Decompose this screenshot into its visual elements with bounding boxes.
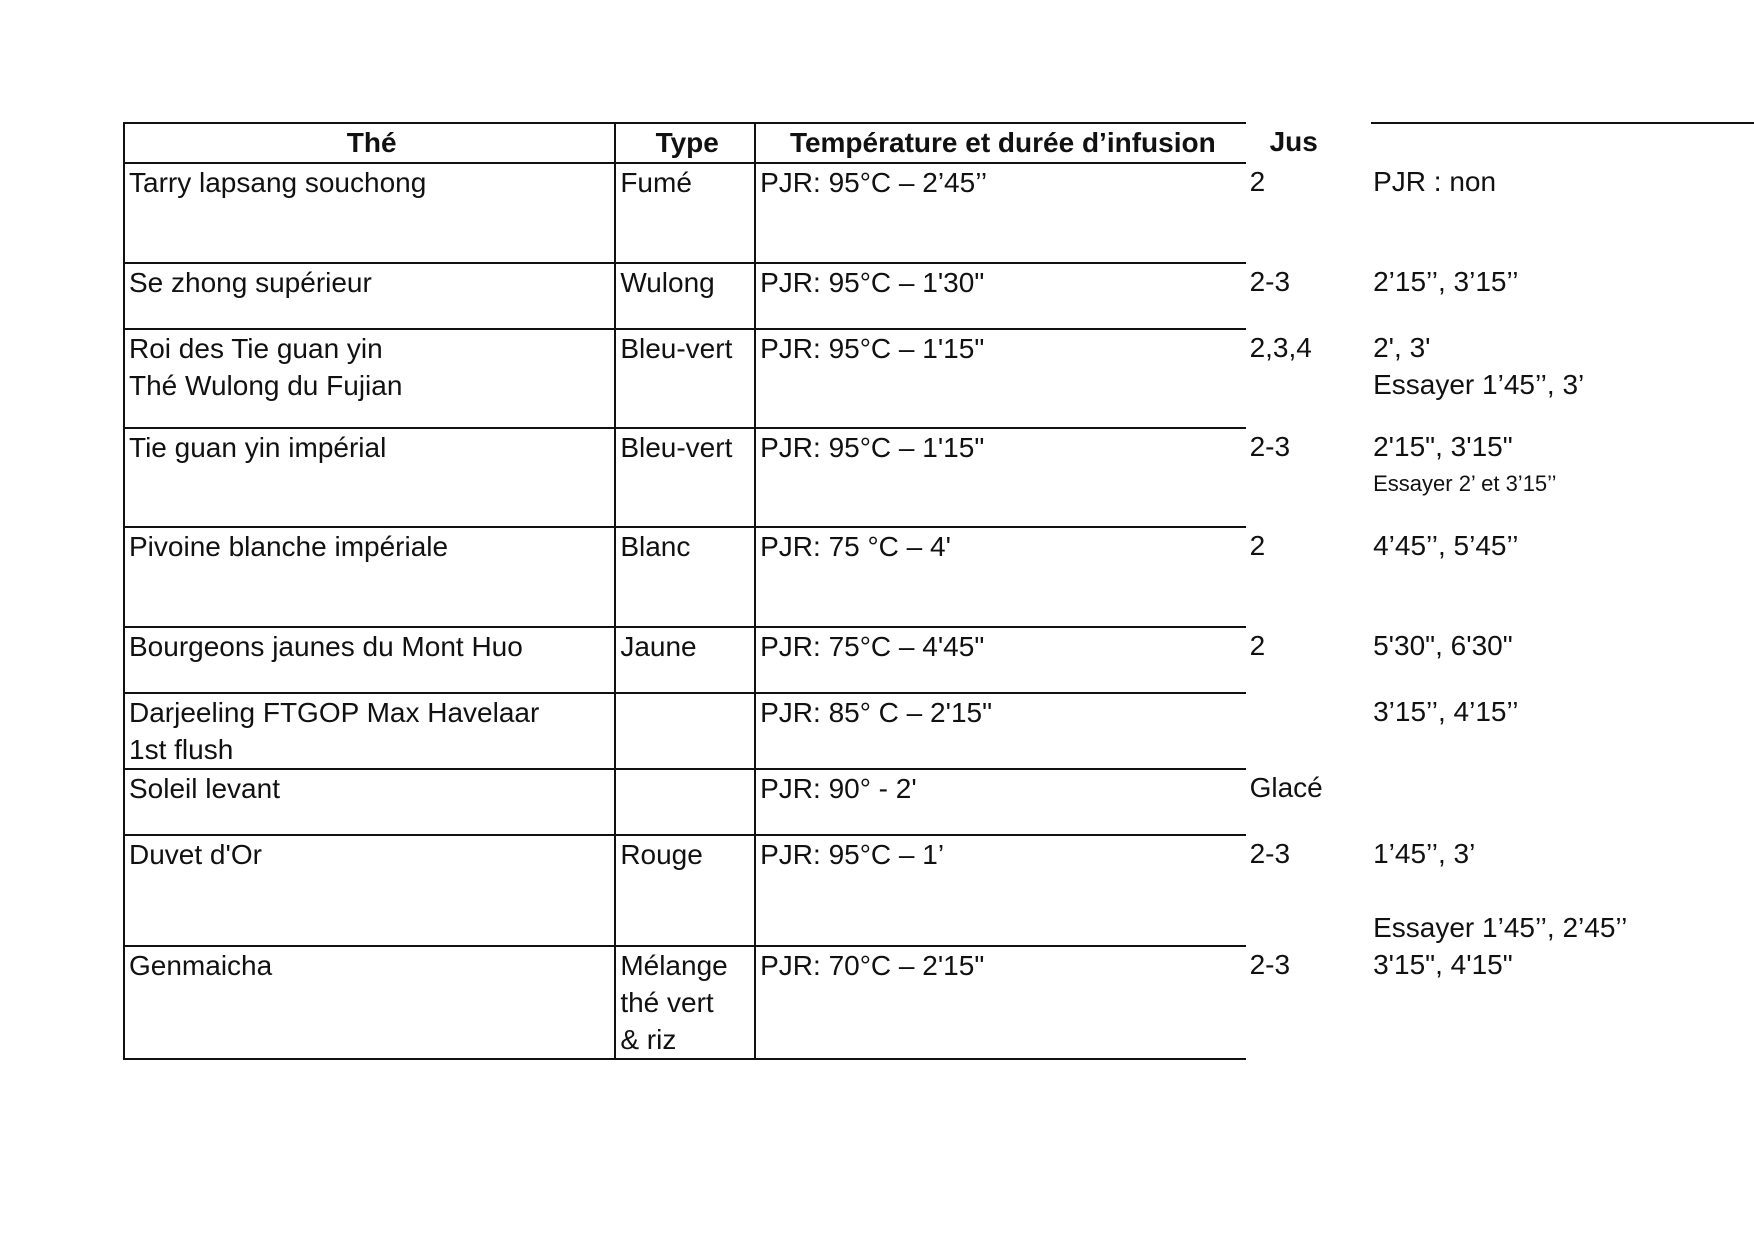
cell-temperature: PJR: 75 °C – 4': [755, 527, 1245, 627]
table-row: [124, 835, 1754, 946]
cell-temperature: PJR: 95°C – 2’45’’: [755, 163, 1245, 263]
note-line: 2’15’’, 3’15’’: [1373, 266, 1519, 297]
tea-type-line: Fumé: [620, 167, 692, 198]
cell-the: [124, 693, 615, 769]
tea-type-line: Rouge: [620, 839, 703, 870]
tea-name-line: Tie guan yin impérial: [129, 432, 387, 463]
cell-the: [124, 329, 615, 428]
cell-type: [615, 627, 755, 693]
tea-type-line: Bleu-vert: [620, 333, 733, 364]
note-line: 2', 3': [1373, 332, 1431, 363]
note-line: 1’45’’, 3’: [1373, 838, 1476, 869]
cell-type: [615, 263, 755, 329]
header-notes: [1371, 123, 1754, 163]
cell-type: [615, 835, 755, 946]
tea-type-line: thé vert: [620, 987, 714, 1018]
tea-name-line: Se zhong supérieur: [129, 267, 372, 298]
note-line: 3'15", 4'15": [1373, 949, 1513, 980]
cell-the: [124, 163, 615, 263]
cell-type: [615, 527, 755, 627]
note-line: 4’45’’, 5’45’’: [1373, 530, 1519, 561]
note-line: Essayer 1’45’’, 3’: [1373, 369, 1585, 400]
tea-name-line: Duvet d'Or: [129, 839, 262, 870]
cell-jus: 2,3,4: [1249, 332, 1312, 363]
note-line: 5'30", 6'30": [1373, 630, 1513, 661]
cell-type: [615, 693, 755, 769]
tea-type-line: Blanc: [620, 531, 691, 562]
header-jus: Jus: [1269, 126, 1318, 157]
note-line: PJR : non: [1373, 166, 1497, 197]
cell-the: [124, 946, 615, 1059]
cell-notes: [1371, 627, 1754, 693]
cell-temperature: PJR: 85° C – 2'15": [755, 693, 1245, 769]
table-row: [124, 693, 1754, 769]
cell-notes: [1371, 769, 1754, 835]
cell-notes: [1371, 329, 1754, 428]
cell-notes: [1371, 163, 1754, 263]
header-type: Type: [615, 123, 755, 163]
cell-temperature: PJR: 95°C – 1'30": [755, 263, 1245, 329]
cell-temperature: PJR: 70°C – 2'15": [755, 946, 1245, 1059]
table-row: [124, 263, 1754, 329]
tea-name-line: 1st flush: [129, 734, 234, 765]
cell-jus: Glacé: [1249, 772, 1323, 803]
table-row: [124, 769, 1754, 835]
cell-jus: 2-3: [1249, 838, 1291, 869]
tea-name-line: Genmaicha: [129, 950, 273, 981]
cell-type: [615, 769, 755, 835]
note-small: Essayer 2’ et 3’15’’: [1373, 471, 1557, 496]
tea-type-line: Jaune: [620, 631, 697, 662]
cell-temperature: PJR: 95°C – 1’: [755, 835, 1245, 946]
cell-jus: 2-3: [1249, 431, 1291, 462]
note-line: [1373, 872, 1754, 909]
cell-notes: [1371, 693, 1754, 769]
table-row: [124, 329, 1754, 428]
cell-jus: 2-3: [1249, 949, 1291, 980]
note-line: Essayer 1’45’’, 2’45’’: [1373, 912, 1628, 943]
cell-temperature: PJR: 75°C – 4'45": [755, 627, 1245, 693]
note-line: 2'15", 3'15": [1373, 431, 1513, 462]
cell-the: [124, 263, 615, 329]
cell-the: [124, 527, 615, 627]
tea-type-line: Wulong: [620, 267, 715, 298]
cell-jus: 2: [1249, 166, 1266, 197]
cell-notes: [1371, 527, 1754, 627]
header-the: Thé: [124, 123, 615, 163]
note-line: 3’15’’, 4’15’’: [1373, 696, 1519, 727]
header-row: [124, 123, 1754, 163]
tea-name-line: Darjeeling FTGOP Max Havelaar: [129, 697, 540, 728]
cell-jus: [1246, 693, 1372, 769]
tea-name-line: Thé Wulong du Fujian: [129, 370, 403, 401]
cell-jus: 2-3: [1249, 266, 1291, 297]
cell-temperature: PJR: 95°C – 1'15": [755, 329, 1245, 428]
tea-type-line: Mélange: [620, 950, 728, 981]
cell-temperature: PJR: 95°C – 1'15": [755, 428, 1245, 527]
cell-jus: 2: [1249, 630, 1266, 661]
cell-the: [124, 835, 615, 946]
table-row: [124, 163, 1754, 263]
tea-name-line: Soleil levant: [129, 773, 280, 804]
cell-the: [124, 769, 615, 835]
table-row: [124, 527, 1754, 627]
cell-type: [615, 329, 755, 428]
header-temperature: Température et durée d’infusion: [755, 123, 1245, 163]
tea-table: [123, 122, 1754, 1060]
cell-type: [615, 163, 755, 263]
tea-type-line: Bleu-vert: [620, 432, 733, 463]
cell-notes: [1371, 428, 1754, 527]
tea-name-line: Tarry lapsang souchong: [129, 167, 427, 198]
table-row: [124, 946, 1754, 1059]
tea-name-line: Pivoine blanche impériale: [129, 531, 449, 562]
cell-the: [124, 627, 615, 693]
tea-name-line: Roi des Tie guan yin: [129, 333, 383, 364]
cell-type: [615, 946, 755, 1059]
table-row: [124, 428, 1754, 527]
cell-type: [615, 428, 755, 527]
cell-temperature: PJR: 90° - 2': [755, 769, 1245, 835]
tea-name-line: Bourgeons jaunes du Mont Huo: [129, 631, 523, 662]
tea-type-line: & riz: [620, 1024, 677, 1055]
cell-notes: [1371, 263, 1754, 329]
cell-notes: [1371, 946, 1754, 1059]
cell-the: [124, 428, 615, 527]
table-row: [124, 627, 1754, 693]
table-body: [124, 163, 1754, 1059]
cell-jus: 2: [1249, 530, 1266, 561]
cell-notes: [1371, 835, 1754, 946]
